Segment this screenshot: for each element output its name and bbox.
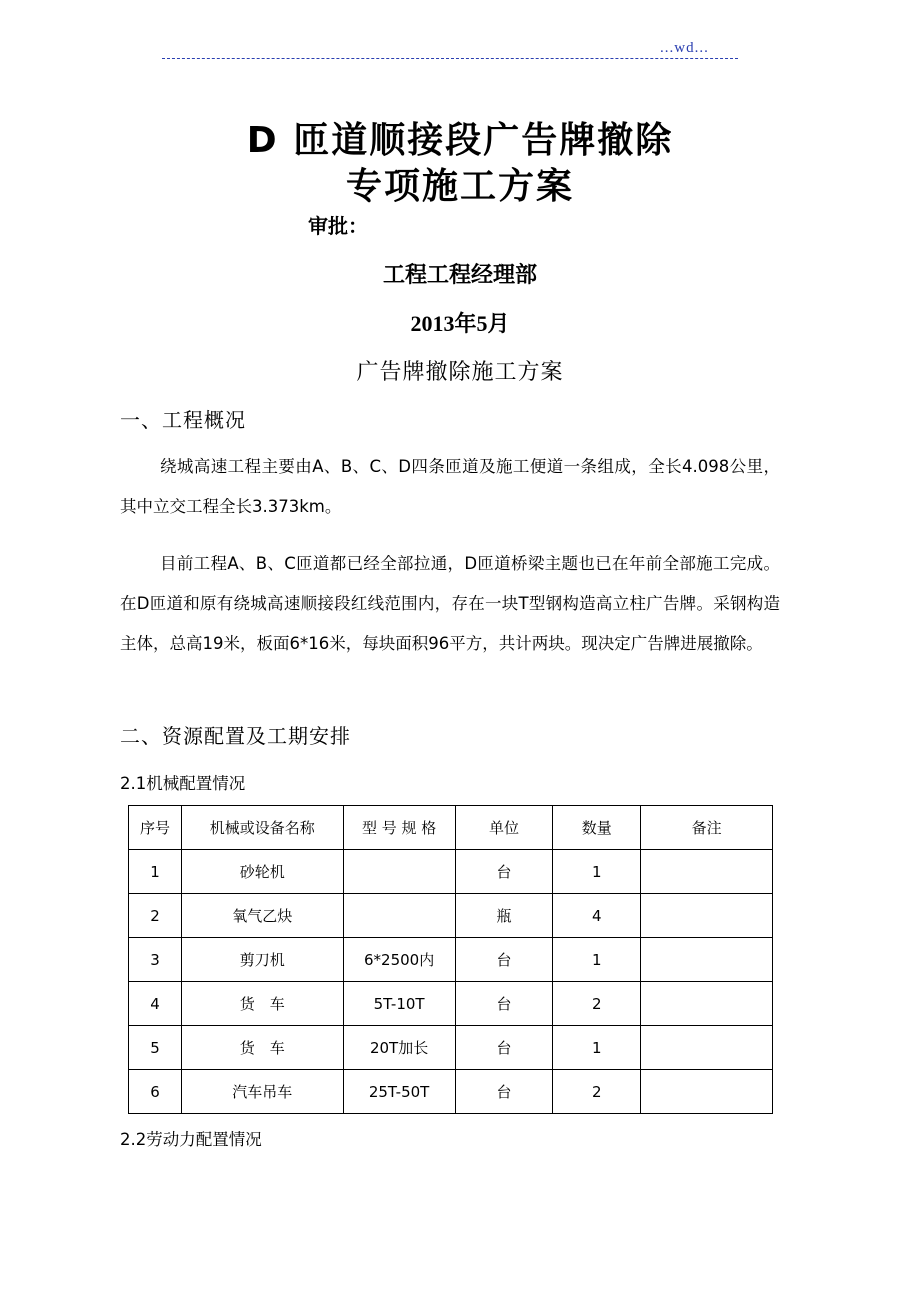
table-cell: 货 车 — [181, 1026, 343, 1070]
table-cell: 3 — [129, 938, 182, 982]
table-cell — [343, 894, 455, 938]
section1-heading: 一、工程概况 — [120, 408, 246, 432]
table-cell: 6 — [129, 1070, 182, 1114]
table-cell: 4 — [129, 982, 182, 1026]
table-cell: 6*2500内 — [343, 938, 455, 982]
table-cell: 氧气乙炔 — [181, 894, 343, 938]
table-cell: 台 — [455, 850, 553, 894]
table-header-cell: 型 号 规 格 — [343, 806, 455, 850]
table-cell: 台 — [455, 938, 553, 982]
approval-label: 审批： — [308, 214, 368, 238]
table-cell — [641, 1070, 773, 1114]
document-date: 2013年5月 — [410, 311, 510, 336]
table-row — [129, 894, 773, 938]
table-cell: 2 — [129, 894, 182, 938]
section2-heading: 二、资源配置及工期安排 — [120, 724, 351, 748]
table-cell: 汽车吊车 — [181, 1070, 343, 1114]
department-name: 工程工程经理部 — [382, 263, 537, 288]
table-header-cell: 机械或设备名称 — [181, 806, 343, 850]
table-header-cell: 数量 — [553, 806, 641, 850]
table-cell: 5 — [129, 1026, 182, 1070]
subsection-2-2-heading: 2.2劳动力配置情况 — [120, 1130, 262, 1149]
table-cell: 1 — [553, 938, 641, 982]
table-row — [129, 938, 773, 982]
table-row — [129, 850, 773, 894]
table-row — [129, 1026, 773, 1070]
plan-title: 广告牌撤除施工方案 — [356, 360, 564, 385]
table-cell: 砂轮机 — [181, 850, 343, 894]
section1-paragraph2: 目前工程A、B、C匝道都已经全部拉通，D匝道桥梁主题也已在年前全部施工完成。在D匝道和原有绕城高速顺接段红线范围内，存在一块T型钢构造高立柱广告牌。采钢构造主体，总高19米，板面6*16米，每块面积96平方，共计两块。现决定广告牌进展撤除。 — [120, 554, 780, 653]
table-cell: 1 — [129, 850, 182, 894]
table-cell: 1 — [553, 850, 641, 894]
document-title-line2: 专项施工方案 — [345, 166, 574, 207]
table-cell: 5T-10T — [343, 982, 455, 1026]
header-mark: ...wd... — [660, 40, 709, 56]
table-cell: 1 — [553, 1026, 641, 1070]
document-title-line1: D 匝道顺接段广告牌撤除 — [246, 120, 674, 161]
table-cell — [641, 1026, 773, 1070]
table-row — [129, 982, 773, 1026]
table-cell: 台 — [455, 1070, 553, 1114]
subsection-2-1-heading: 2.1机械配置情况 — [120, 774, 246, 793]
table-header-cell: 备注 — [641, 806, 773, 850]
table-cell: 20T加长 — [343, 1026, 455, 1070]
equipment-table — [128, 805, 773, 1114]
header-dashed-rule — [162, 58, 738, 59]
table-cell — [343, 850, 455, 894]
table-cell: 4 — [553, 894, 641, 938]
table-header-row — [129, 806, 773, 850]
table-header-cell: 序号 — [129, 806, 182, 850]
table-cell: 剪刀机 — [181, 938, 343, 982]
table-cell: 台 — [455, 982, 553, 1026]
table-cell — [641, 982, 773, 1026]
table-cell — [641, 894, 773, 938]
table-cell — [641, 938, 773, 982]
table-cell: 台 — [455, 1026, 553, 1070]
table-cell: 瓶 — [455, 894, 553, 938]
table-cell: 2 — [553, 982, 641, 1026]
section1-paragraph1: 绕城高速工程主要由A、B、C、D四条匝道及施工便道一条组成，全长4.098公里，其中立交工程全长3.373km。 — [120, 457, 780, 516]
table-cell: 25T-50T — [343, 1070, 455, 1114]
table-cell: 2 — [553, 1070, 641, 1114]
table-row — [129, 1070, 773, 1114]
table-header-cell: 单位 — [455, 806, 553, 850]
table-cell: 货 车 — [181, 982, 343, 1026]
table-cell — [641, 850, 773, 894]
